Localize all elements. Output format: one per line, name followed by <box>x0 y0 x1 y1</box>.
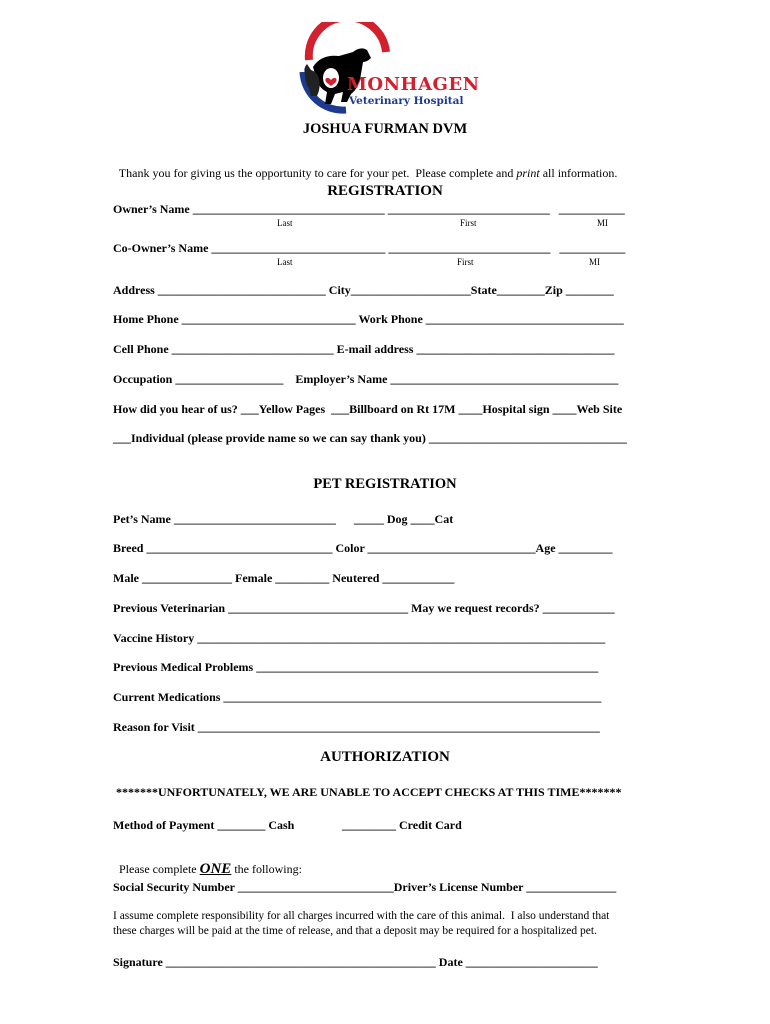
coowner-name-field[interactable]: Co-Owner’s Name _____________________________ ___________________________ ___________ <box>113 241 626 255</box>
signature-date-row[interactable]: Signature _____________________________________________ Date ______________________ <box>113 955 598 969</box>
owner-first-label: First <box>460 218 477 228</box>
referral-row[interactable]: How did you hear of us? ___Yellow Pages ___Billboard on Rt 17M ____Hospital sign ____Web Site <box>113 402 623 416</box>
registration-heading: REGISTRATION <box>327 183 443 199</box>
coowner-first-label: First <box>457 257 474 267</box>
previous-vet-row[interactable]: Previous Veterinarian ______________________________ May we request records? ____________ <box>113 601 615 615</box>
cell-email-row[interactable]: Cell Phone ___________________________ E-mail address _________________________________ <box>113 342 615 356</box>
intro-text <box>113 151 617 181</box>
hospital-logo <box>283 4 483 108</box>
current-medications-row[interactable]: Current Medications _______________________________________________________________ <box>113 690 602 704</box>
pet-registration-heading: PET REGISTRATION <box>313 476 457 492</box>
responsibility-line-2: these charges will be paid at the time of release, and that a deposit may be required for a hospitalized pet. <box>113 925 597 937</box>
logo-name: MONHAGEN <box>347 74 480 95</box>
no-checks-notice: *******UNFORTUNATELY, WE ARE UNABLE TO ACCEPT CHECKS AT THIS TIME******* <box>116 785 622 799</box>
complete-pre: Please complete <box>119 862 200 876</box>
owner-name-field[interactable]: Owner’s Name ________________________________ ___________________________ ___________ <box>113 202 625 216</box>
sex-row[interactable]: Male _______________ Female _________ Neutered ____________ <box>113 571 455 585</box>
breed-row[interactable]: Breed _______________________________ Color ____________________________Age _________ <box>113 541 613 555</box>
owner-mi-label: MI <box>597 218 608 228</box>
authorization-heading: AUTHORIZATION <box>320 749 450 765</box>
phone-row[interactable]: Home Phone _____________________________ Work Phone _________________________________ <box>113 312 624 326</box>
vaccine-history-row[interactable]: Vaccine History ____________________________________________________________________ <box>113 631 606 645</box>
payment-credit-row[interactable]: _________ Credit Card <box>342 818 462 832</box>
logo-subtitle: Veterinary Hospital <box>349 95 464 107</box>
owner-last-label: Last <box>277 218 293 228</box>
occupation-row[interactable]: Occupation __________________ Employer’s Name ______________________________________ <box>113 372 619 386</box>
complete-post: the following: <box>231 862 302 876</box>
coowner-last-label: Last <box>277 257 293 267</box>
responsibility-line-1: I assume complete responsibility for all charges incurred with the care of this animal. I also understand that <box>113 910 610 922</box>
intro-text-post: all information. <box>539 166 618 180</box>
medical-problems-row[interactable]: Previous Medical Problems _________________________________________________________ <box>113 660 599 674</box>
individual-referral-row[interactable]: ___Individual (please provide name so we can say thank you) _________________________________ <box>113 431 627 445</box>
id-numbers-row[interactable]: Social Security Number __________________________Driver’s License Number _______________ <box>113 880 617 894</box>
payment-cash-row[interactable]: Method of Payment ________ Cash <box>113 818 295 832</box>
intro-text-pre: Thank you for giving us the opportunity to care for your pet. Please complete and <box>118 166 517 180</box>
doctor-title: JOSHUA FURMAN DVM <box>302 121 468 137</box>
address-row[interactable]: Address ____________________________ City____________________State________Zip ________ <box>113 283 614 297</box>
pet-name-row[interactable]: Pet’s Name ___________________________ _____ Dog ____Cat <box>113 512 454 526</box>
reason-for-visit-row[interactable]: Reason for Visit ___________________________________________________________________ <box>113 720 600 734</box>
complete-one-instruction <box>113 846 302 878</box>
intro-text-italic: print <box>516 166 540 180</box>
coowner-mi-label: MI <box>589 257 600 267</box>
complete-one: ONE <box>199 861 232 877</box>
